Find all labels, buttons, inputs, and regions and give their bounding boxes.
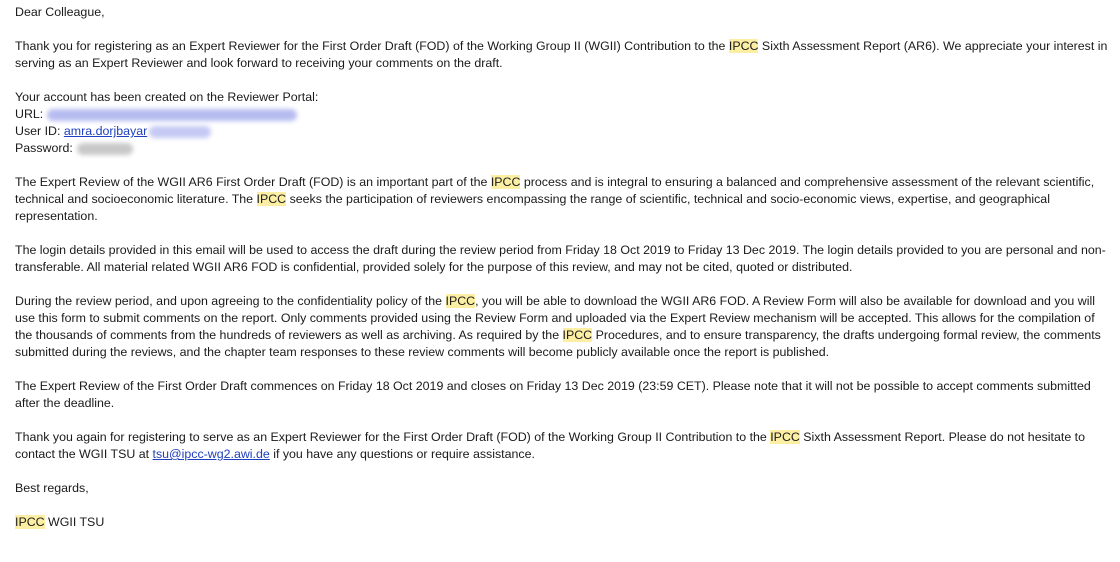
paragraph-login-details: The login details provided in this email will be used to access the draft during the review period from Friday 18 Oct 2019 to Friday 13 Dec 2019. The login details provided to you are personal and non-transferable. All material related WGII AR6 FOD is confidential, provided solely for the purpose of this review, and may not be cited, quoted or distributed.: [15, 243, 1106, 274]
password-label: Password:: [15, 141, 73, 155]
paragraph-expert-review-importance: The Expert Review of the WGII AR6 First Order Draft (FOD) is an important part of the IPCC process and is integral to ensuring a balanced and comprehensive assessment of the relevant scientific, technical and socioeconomic literature. The IPCC seeks the participation of reviewers encompassing the range of scientific, technical and socio-economic views, expertise, and geographical representation.: [15, 175, 1095, 223]
paragraph-deadline: The Expert Review of the First Order Draft commences on Friday 18 Oct 2019 and closes on Friday 13 Dec 2019 (23:59 CET). Please note that it will not be possible to accept comments submitted after the deadline.: [15, 379, 1091, 410]
highlighted-ipcc: IPCC: [770, 430, 800, 444]
highlighted-ipcc: IPCC: [728, 39, 759, 53]
signature: IPCC WGII TSU: [15, 515, 105, 529]
userid-row: [15, 123, 1114, 140]
userid-label: User ID:: [15, 124, 61, 138]
tsu-email-link[interactable]: tsu@ipcc-wg2.awi.de: [152, 447, 270, 461]
paragraph-review-period: During the review period, and upon agreeing to the confidentiality policy of the IPCC, you will be able to download the WGII AR6 FOD. A Review Form will also be available for download and you will use this form to submit comments on the report. Only comments provided using the Review Form and uploaded via the Expert Review mechanism will be accepted. This allows for the compilation of the thousands of comments from the hundreds of reviewers as well as archiving. As required by the IPCC Procedures, and to ensure transparency, the drafts undergoing formal review, the comments submitted during the reviews, and the chapter team responses to these review comments will become publicly available once the report is published.: [15, 294, 1101, 359]
highlighted-ipcc: IPCC: [256, 192, 287, 206]
userid-link[interactable]: amra.dorjbayar: [63, 124, 148, 138]
url-row: [15, 106, 1114, 123]
password-row: [15, 140, 1114, 157]
closing: Best regards,: [15, 481, 89, 495]
highlighted-ipcc: IPCC: [15, 515, 45, 529]
redacted-url[interactable]: [47, 109, 297, 121]
highlighted-ipcc: IPCC: [490, 175, 521, 189]
account-details: [15, 89, 1114, 157]
paragraph-contact: Thank you again for registering to serve as an Expert Reviewer for the First Order Draft (FOD) of the Working Group II Contribution to the IPCC Sixth Assessment Report. Please do not hesitate to contact the WGII TSU at tsu@ipcc-wg2.awi.de if you have any questions or require assistance.: [15, 430, 1085, 461]
highlighted-ipcc: IPCC: [445, 294, 476, 308]
greeting: Dear Colleague,: [15, 5, 105, 19]
redacted-userid-suffix: [149, 126, 211, 138]
account-intro: Your account has been created on the Reviewer Portal:: [15, 90, 319, 104]
highlighted-ipcc: IPCC: [562, 328, 593, 342]
url-label: URL:: [15, 107, 44, 121]
paragraph-registration-thanks: Thank you for registering as an Expert Reviewer for the First Order Draft (FOD) of the Working Group II (WGII) Contribution to the IPCC Sixth Assessment Report (AR6). We appreciate your interest in serving as an Expert Reviewer and look forward to receiving your comments on the draft.: [15, 39, 1108, 70]
redacted-password: [77, 143, 133, 155]
